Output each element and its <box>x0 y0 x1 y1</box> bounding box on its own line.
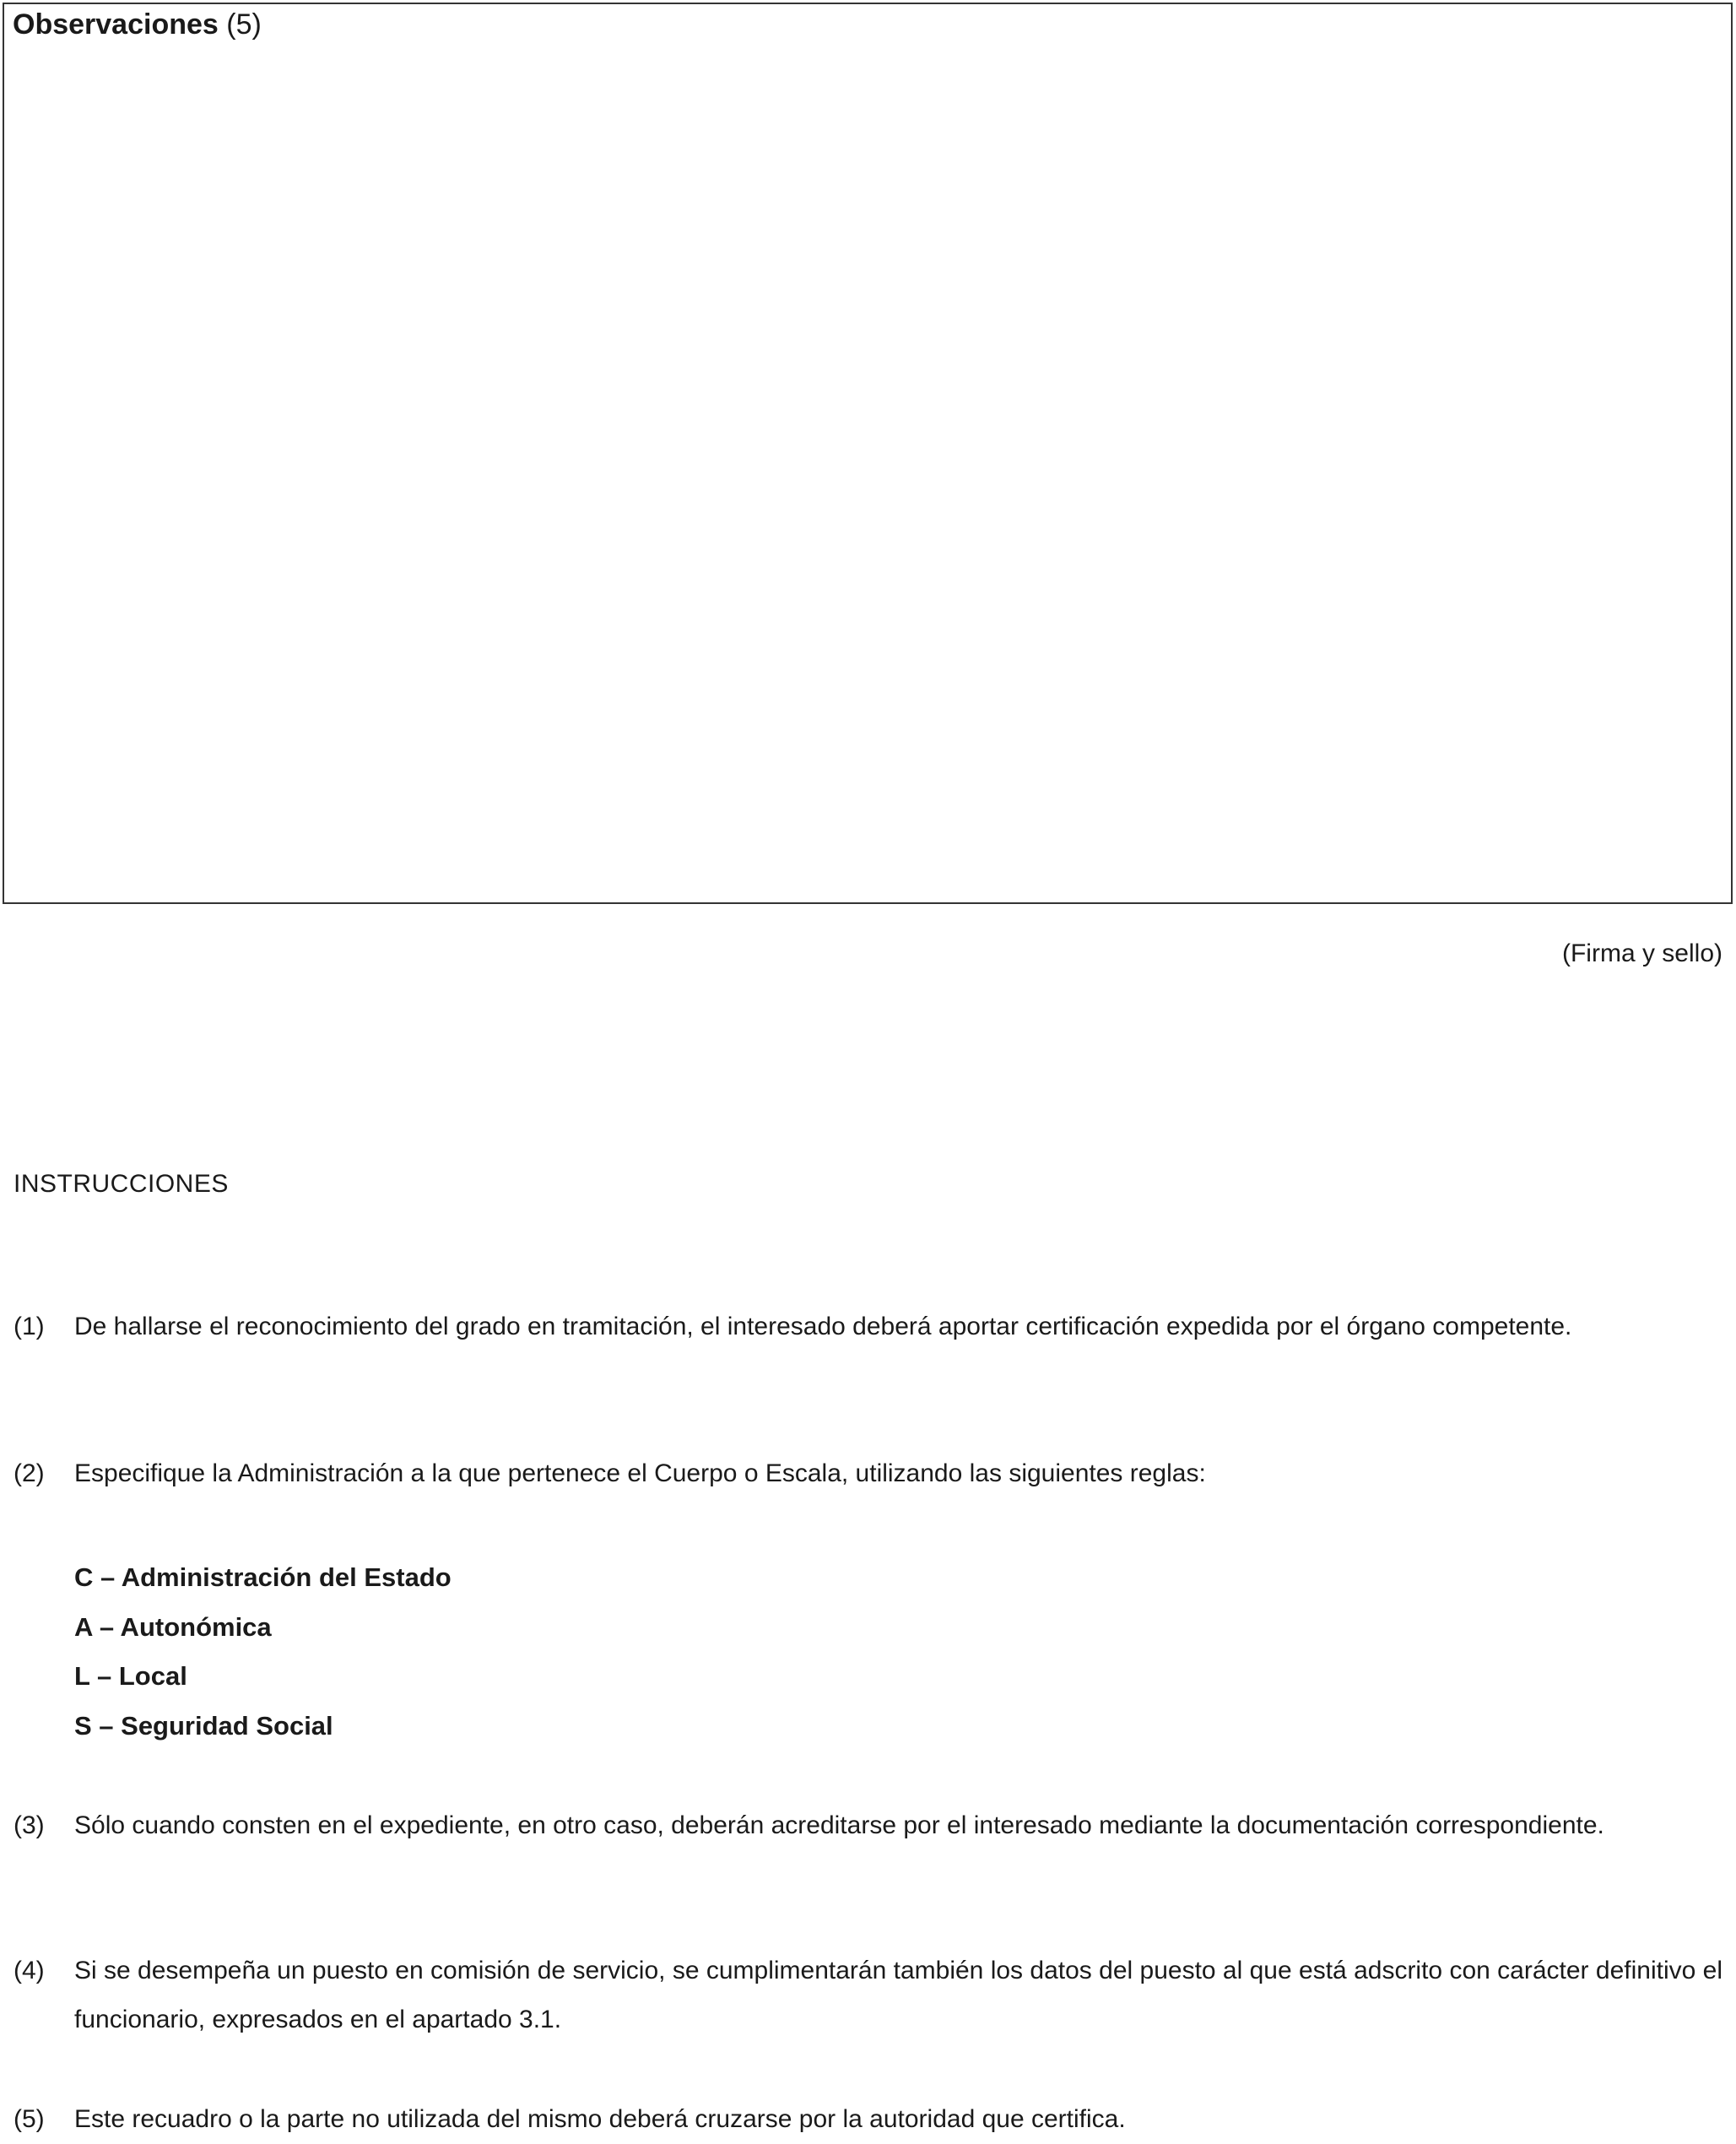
rule-item: A – Autonómica <box>74 1611 272 1642</box>
administracion-rules-list <box>74 1553 452 1751</box>
observaciones-ref: (5) <box>218 8 262 41</box>
observaciones-label: Observaciones <box>13 8 219 41</box>
note-number: (4) <box>14 1957 45 1984</box>
note-text: Especifique la Administración a la que pertenece el Cuerpo o Escala, utilizando las siguientes reglas: <box>74 1459 1206 1487</box>
firma-sello-label: (Firma y sello) <box>1561 939 1722 967</box>
note-text: Este recuadro o la parte no utilizada del mismo deberá cruzarse por la autoridad que certifica. <box>74 2105 1126 2133</box>
observaciones-title <box>13 8 262 41</box>
rule-item: C – Administración del Estado <box>74 1562 452 1592</box>
note-text: Sólo cuando consten en el expediente, en otro caso, deberán acreditarse por el interesado mediante la documentación correspondiente. <box>74 1811 1604 1839</box>
note-number: (1) <box>14 1313 45 1340</box>
note-5 <box>14 2095 1722 2144</box>
note-3 <box>14 1801 1722 1850</box>
observaciones-box <box>3 3 1733 904</box>
rule-item: L – Local <box>74 1661 187 1691</box>
instrucciones-heading: INSTRUCCIONES <box>14 1170 229 1198</box>
note-2 <box>14 1449 1722 1498</box>
note-text: Si se desempeña un puesto en comisión de servicio, se cumplimentarán también los datos del puesto al que está adscrito con carácter definitivo el funcionario, expresados en el apartado 3.1. <box>74 1957 1722 2033</box>
note-number: (5) <box>14 2105 45 2133</box>
note-number: (2) <box>14 1459 45 1487</box>
note-4 <box>14 1946 1722 2044</box>
note-text: De hallarse el reconocimiento del grado en tramitación, el interesado deberá aportar certificación expedida por el órgano competente. <box>74 1313 1572 1340</box>
rule-item: S – Seguridad Social <box>74 1710 333 1741</box>
note-number: (3) <box>14 1811 45 1839</box>
note-1 <box>14 1302 1722 1351</box>
